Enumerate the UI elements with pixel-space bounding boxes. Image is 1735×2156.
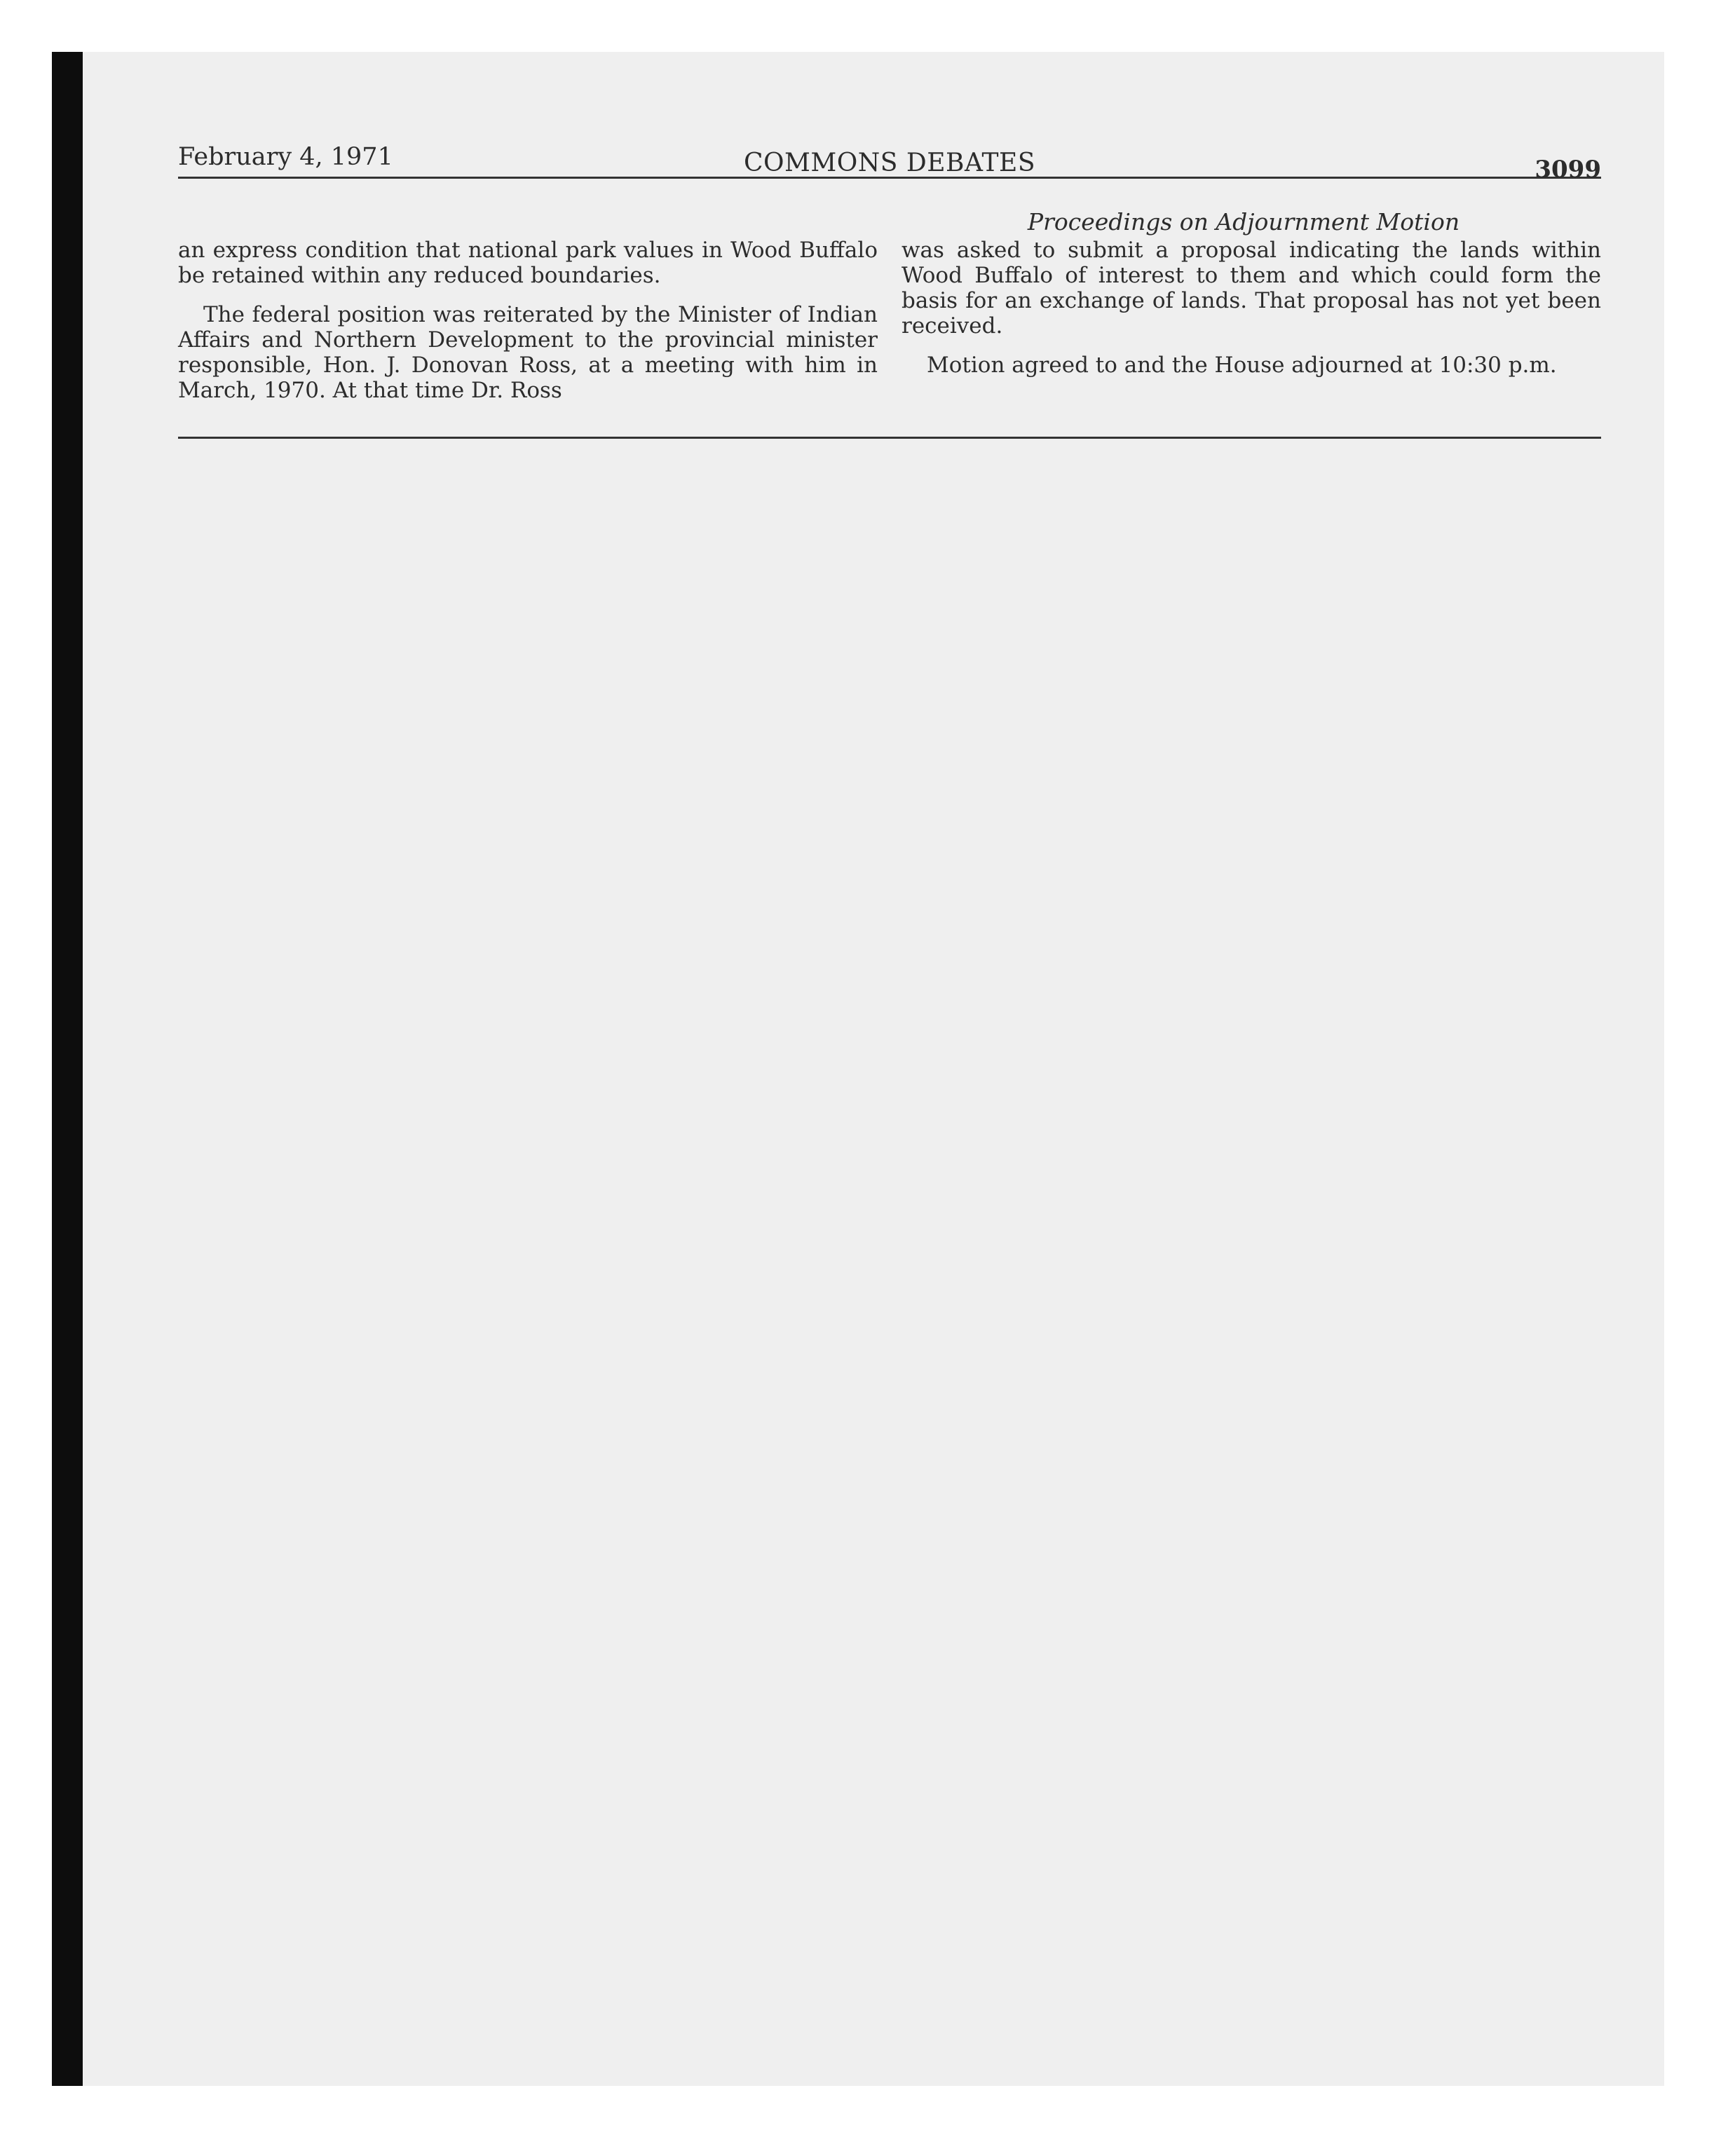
binding-edge-shadow: [52, 52, 83, 2086]
section-heading: Proceedings on Adjournment Motion: [1027, 208, 1460, 236]
page-number: 3099: [1535, 156, 1601, 184]
right-paragraph-continued: was asked to submit a proposal indicating the lands within Wood Buffalo of interest to them and which could form the basis for an exchange of lands. That proposal has not yet been received.: [901, 238, 1601, 339]
left-column: [178, 238, 878, 417]
document-page: [178, 140, 1601, 439]
left-paragraph: The federal position was reiterated by the Minister of Indian Affairs and Northern Development to the provincial minister responsible, Hon. J. Donovan Ross, at a meeting with him in March, 1970. At that time Dr. Ross: [178, 302, 878, 403]
closing-rule: [178, 437, 1601, 439]
header-date: February 4, 1971: [178, 143, 393, 171]
right-column: [901, 238, 1601, 417]
left-paragraph-continued: an express condition that national park values in Wood Buffalo be retained within any reduced boundaries.: [178, 238, 878, 288]
running-header: [178, 140, 1601, 184]
header-title: COMMONS DEBATES: [744, 149, 1035, 177]
text-columns: [178, 238, 1601, 417]
right-paragraph: Motion agreed to and the House adjourned at 10:30 p.m.: [927, 353, 1557, 378]
